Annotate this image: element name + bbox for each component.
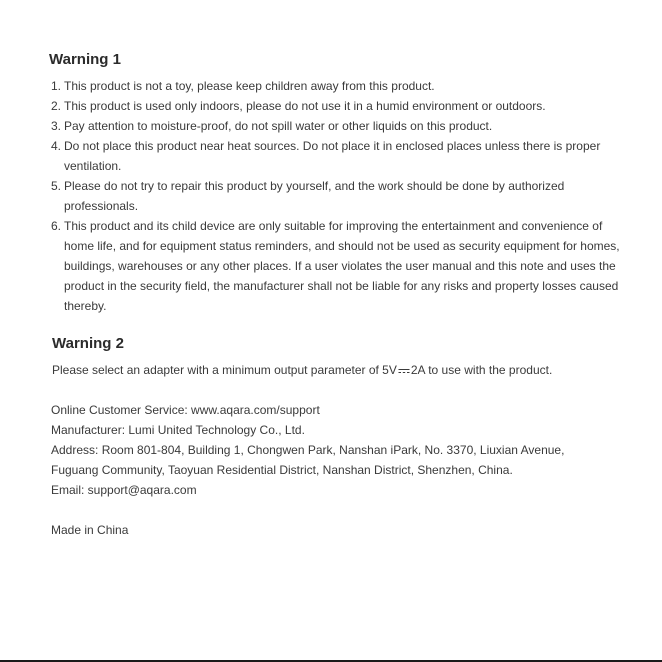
warning-1-title: Warning 1	[49, 51, 121, 68]
item-text: This product is not a toy, please keep children away from this product.	[64, 79, 435, 93]
customer-service-line: Online Customer Service: www.aqara.com/support	[51, 403, 320, 417]
warning-1-item	[51, 76, 621, 96]
email-line: Email: support@aqara.com	[51, 483, 197, 497]
item-text: This product and its child device are only suitable for improving the entertainment and convenience of home life, and for equipment status reminders, and should not be used as security equipment for homes, buildings, warehouses or any other places. If a user violates the user manual and this note and uses the product in the security field, the manufacturer shall not be liable for any risks and property losses caused thereby.	[64, 219, 620, 313]
address-line: Address: Room 801-804, Building 1, Chongwen Park, Nanshan iPark, No. 3370, Liuxian Avenue, Fuguang Community, Taoyuan Residential District, Nanshan District, Shenzhen, China.	[51, 443, 565, 477]
warning-1-item	[51, 216, 621, 316]
warning-1-item	[51, 136, 621, 176]
item-number: 2.	[51, 99, 62, 113]
item-text: Pay attention to moisture-proof, do not spill water or other liquids on this product.	[64, 119, 493, 133]
made-in-line: Made in China	[51, 523, 129, 537]
warning-1-item	[51, 96, 621, 116]
item-number: 6.	[51, 219, 62, 233]
item-number: 3.	[51, 119, 62, 133]
warning-1-item	[51, 116, 621, 136]
adapter-requirement	[52, 360, 552, 380]
warning-1-item	[51, 176, 621, 216]
adapter-text-before: Please select an adapter with a minimum output parameter of 5V	[52, 363, 397, 377]
warning-1-list	[51, 76, 621, 316]
item-number: 5.	[51, 179, 62, 193]
item-text: This product is used only indoors, please do not use it in a humid environment or outdoors.	[64, 99, 546, 113]
item-text: Please do not try to repair this product by yourself, and the work should be done by authorized professionals.	[64, 179, 565, 213]
warning-2-title: Warning 2	[52, 335, 124, 352]
adapter-text-after: 2A to use with the product.	[410, 363, 553, 377]
item-text: Do not place this product near heat sources. Do not place it in enclosed places unless there is proper ventilation.	[64, 139, 601, 173]
manufacturer-line: Manufacturer: Lumi United Technology Co., Ltd.	[51, 423, 305, 437]
direct-current-icon	[398, 367, 410, 375]
item-number: 1.	[51, 79, 62, 93]
item-number: 4.	[51, 139, 62, 153]
